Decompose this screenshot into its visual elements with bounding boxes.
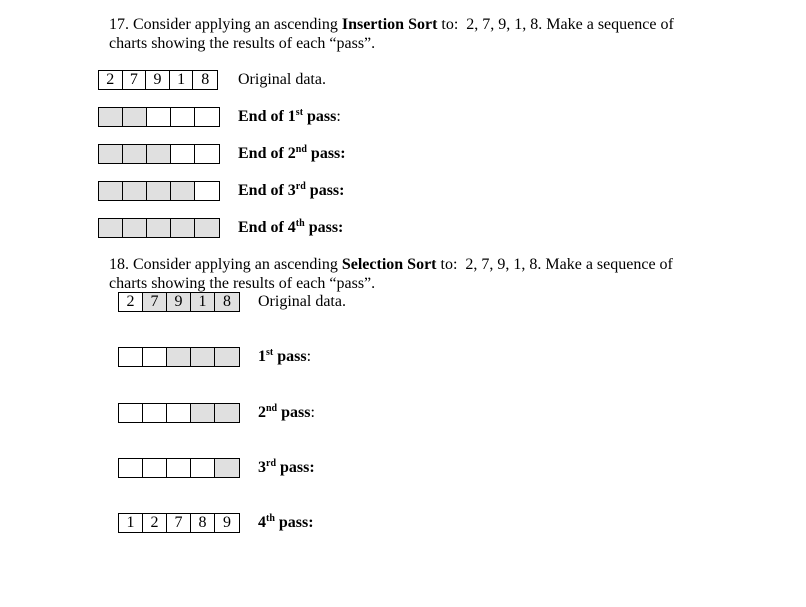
- array-cell: 1: [170, 71, 194, 89]
- algorithm-name: Insertion Sort: [341, 16, 438, 33]
- pass-1-boxes: [118, 347, 240, 367]
- pass-4-label: [258, 513, 314, 533]
- question-mid: to:: [440, 256, 458, 273]
- algorithm-name: Selection Sort: [341, 256, 437, 273]
- pass-label-colon: :: [336, 108, 341, 125]
- pass-4-label: [238, 218, 343, 238]
- array-cell: [119, 404, 143, 422]
- array-cell: [171, 182, 195, 200]
- array-cell: [191, 404, 215, 422]
- array-cell: 9: [223, 514, 231, 531]
- pass-1-boxes: [98, 107, 220, 127]
- array-cell: [191, 348, 215, 366]
- array-cell: [147, 108, 171, 126]
- array-cell: [191, 459, 215, 477]
- array-cell: [195, 108, 219, 126]
- question-rest: Make a sequence of charts showing the results of each “pass”.: [109, 256, 673, 292]
- array-cell: [99, 145, 123, 163]
- original-data-boxes: [98, 70, 218, 90]
- array-cell: [123, 182, 147, 200]
- pass-label-suffix: pass:: [276, 459, 315, 476]
- original-data-label: [238, 70, 326, 90]
- question-intro: Consider applying an ascending: [133, 16, 338, 33]
- pass-label-prefix: End of 4: [238, 219, 296, 236]
- pass-label-suffix: pass: [277, 404, 311, 421]
- array-cell: [143, 459, 167, 477]
- pass-label-sup: rd: [295, 181, 306, 192]
- array-cell: [99, 219, 123, 237]
- pass-3-boxes: [98, 181, 220, 201]
- array-cell: [123, 108, 147, 126]
- pass-label-prefix: 2: [258, 404, 266, 421]
- original-data-boxes: [118, 292, 240, 312]
- array-cell: [215, 404, 239, 422]
- array-cell: [143, 348, 167, 366]
- pass-label-suffix: pass:: [304, 219, 344, 236]
- array-cell: [167, 404, 191, 422]
- array-cell: 7: [123, 71, 147, 89]
- array-cell: [119, 348, 143, 366]
- array-cell: 9: [146, 71, 170, 89]
- original-data-label-text: Original data.: [238, 71, 326, 88]
- question-rest: Make a sequence of charts showing the results of each “pass”.: [109, 16, 674, 52]
- original-data-label-text: Original data.: [258, 293, 346, 310]
- pass-label-sup: st: [266, 347, 274, 358]
- pass-3-label: [258, 458, 315, 478]
- pass-label-suffix: pass:: [274, 514, 314, 531]
- pass-4-boxes: [118, 513, 240, 533]
- question-number: 18.: [109, 256, 129, 273]
- array-cell: [99, 108, 123, 126]
- array-cell: [147, 219, 171, 237]
- array-cell: [195, 145, 219, 163]
- question-data: 2, 7, 9, 1, 8.: [466, 16, 543, 33]
- array-cell: 2: [99, 71, 123, 89]
- array-cell: 7: [167, 514, 191, 532]
- array-cell: 8: [215, 293, 239, 311]
- pass-label-sup: nd: [266, 403, 278, 414]
- pass-label-colon: :: [306, 348, 312, 365]
- pass-label-prefix: 4: [258, 514, 266, 531]
- array-cell: 2: [143, 514, 167, 532]
- array-cell: 1: [191, 293, 215, 311]
- array-cell: 9: [167, 293, 191, 311]
- array-cell: [167, 459, 191, 477]
- array-cell: [119, 459, 143, 477]
- array-cell: 8: [191, 514, 215, 532]
- pass-label-suffix: pass: [303, 108, 337, 125]
- question-17-text: [109, 15, 709, 53]
- pass-2-label: [238, 144, 346, 164]
- pass-label-sup: th: [295, 218, 305, 229]
- pass-1-label: [258, 347, 311, 367]
- pass-label-suffix: pass:: [305, 182, 345, 199]
- array-cell: [123, 145, 147, 163]
- question-data: 2, 7, 9, 1, 8.: [465, 256, 542, 273]
- pass-label-sup: st: [295, 107, 304, 118]
- pass-2-label: [258, 403, 315, 423]
- pass-label-suffix: pass:: [306, 145, 346, 162]
- array-cell: [195, 182, 219, 200]
- array-cell: [171, 219, 195, 237]
- array-cell: [167, 348, 191, 366]
- pass-label-prefix: End of 2: [238, 145, 296, 162]
- array-cell: [215, 459, 239, 477]
- pass-label-prefix: End of 3: [238, 182, 296, 199]
- pass-4-boxes: [98, 218, 220, 238]
- array-cell: [147, 145, 171, 163]
- array-cell: [171, 108, 195, 126]
- pass-label-sup: rd: [266, 458, 276, 469]
- array-cell: [123, 219, 147, 237]
- array-cell: [215, 348, 239, 366]
- pass-label-suffix: pass: [273, 348, 307, 365]
- pass-label-colon: :: [310, 404, 315, 421]
- array-cell: 8: [201, 71, 210, 88]
- pass-label-sup: nd: [295, 144, 307, 155]
- question-intro: Consider applying an ascending: [133, 256, 338, 273]
- array-cell: [171, 145, 195, 163]
- pass-2-boxes: [98, 144, 220, 164]
- pass-3-boxes: [118, 458, 240, 478]
- array-cell: 2: [119, 293, 143, 311]
- pass-3-label: [238, 181, 344, 201]
- array-cell: [195, 219, 219, 237]
- array-cell: 7: [143, 293, 167, 311]
- array-cell: 1: [119, 514, 143, 532]
- pass-label-prefix: End of 1: [238, 108, 296, 125]
- pass-label-sup: th: [266, 513, 275, 524]
- pass-label-prefix: 3: [258, 459, 266, 476]
- question-number: 17.: [109, 16, 129, 33]
- question-18-text: [109, 255, 709, 293]
- array-cell: [147, 182, 171, 200]
- original-data-label: [258, 292, 346, 312]
- array-cell: [99, 182, 123, 200]
- pass-label-prefix: 1: [258, 348, 266, 365]
- question-mid: to:: [441, 16, 459, 33]
- pass-2-boxes: [118, 403, 240, 423]
- pass-1-label: [238, 107, 341, 127]
- array-cell: [143, 404, 167, 422]
